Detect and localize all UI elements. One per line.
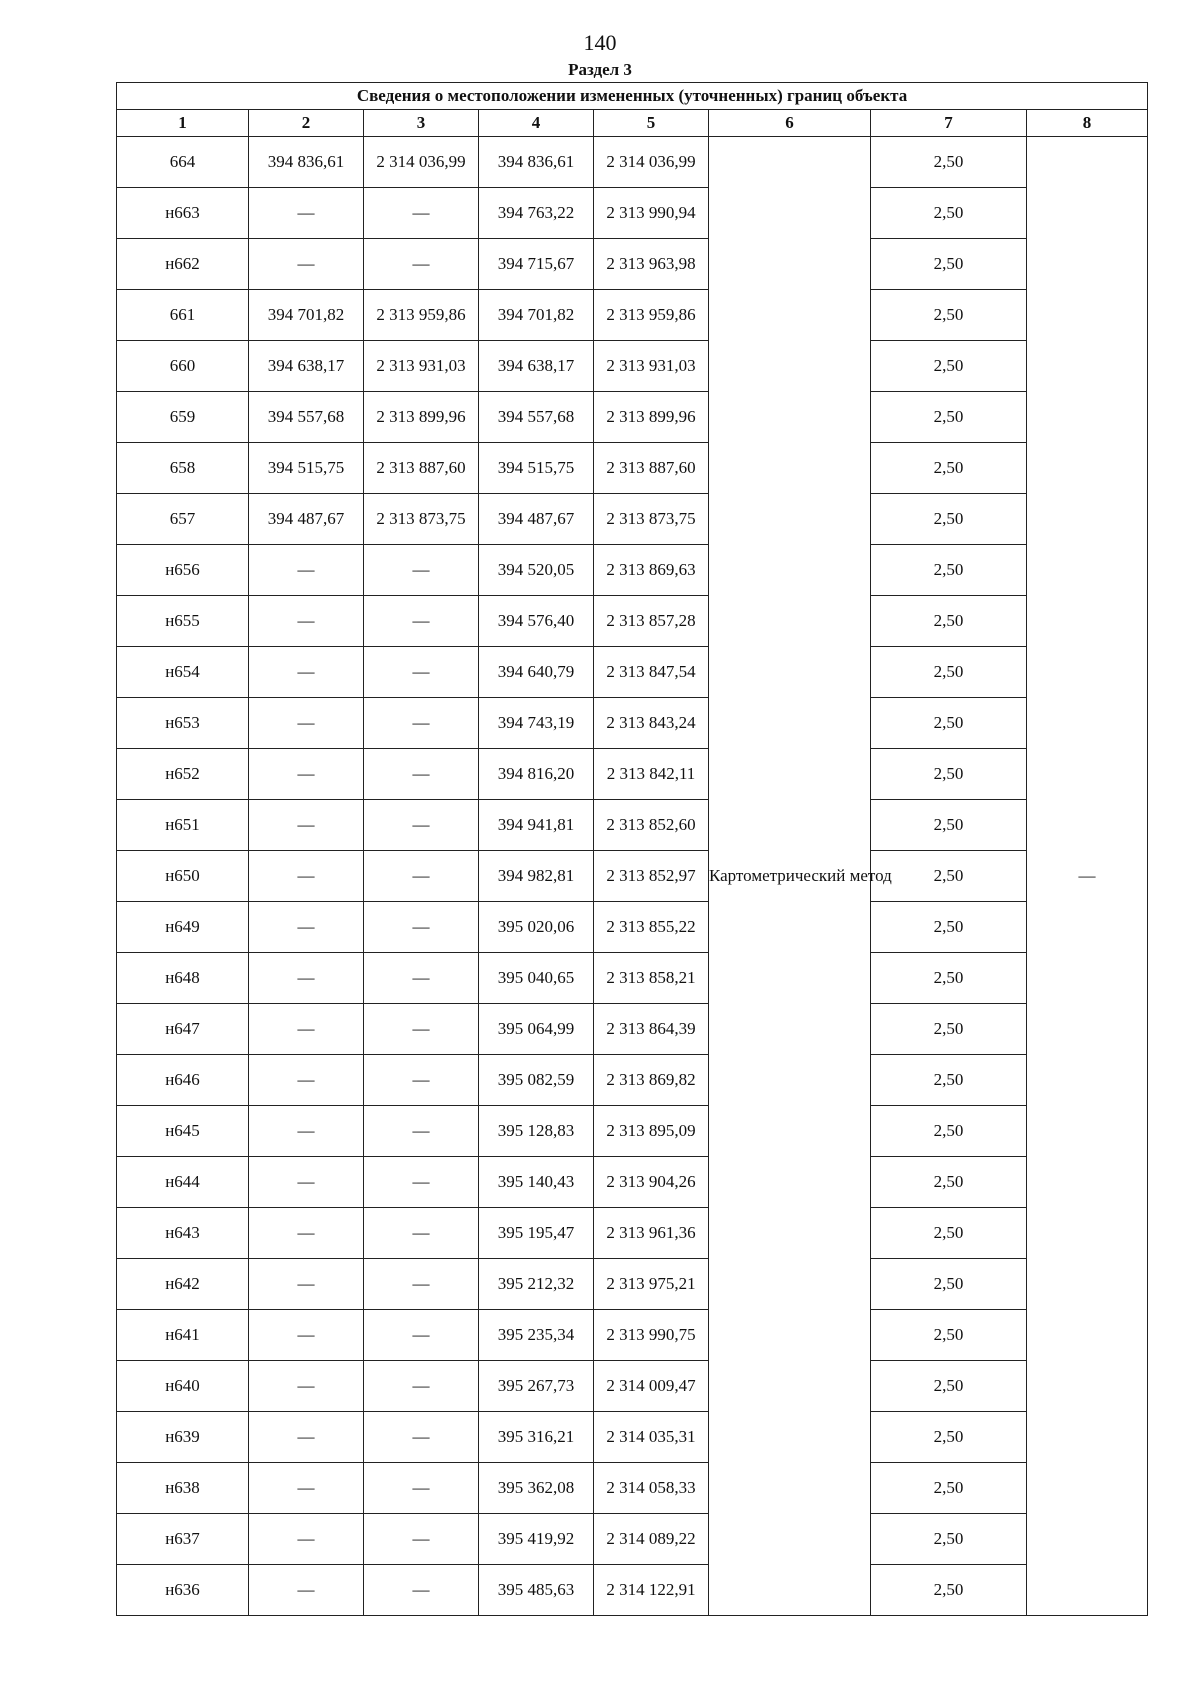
cell-accuracy: 2,50 [871, 1565, 1027, 1616]
cell-y-new: 2 313 959,86 [594, 290, 709, 341]
cell-y-old: — [364, 1259, 479, 1310]
col-number: 3 [364, 110, 479, 137]
cell-point: н638 [117, 1463, 249, 1514]
cell-x-new: 394 743,19 [479, 698, 594, 749]
cell-accuracy: 2,50 [871, 137, 1027, 188]
cell-point: н654 [117, 647, 249, 698]
cell-x-old: — [249, 188, 364, 239]
table-row [117, 290, 1148, 341]
cell-accuracy: 2,50 [871, 647, 1027, 698]
cell-point: н653 [117, 698, 249, 749]
cell-x-old: — [249, 647, 364, 698]
cell-y-old: 2 313 887,60 [364, 443, 479, 494]
cell-y-old: — [364, 1412, 479, 1463]
cell-accuracy: 2,50 [871, 290, 1027, 341]
cell-x-new: 395 128,83 [479, 1106, 594, 1157]
cell-y-old: — [364, 1310, 479, 1361]
cell-y-new: 2 314 122,91 [594, 1565, 709, 1616]
cell-y-old: 2 313 959,86 [364, 290, 479, 341]
cell-point: н656 [117, 545, 249, 596]
table-row [117, 1157, 1148, 1208]
cell-y-new: 2 313 899,96 [594, 392, 709, 443]
cell-x-new: 395 082,59 [479, 1055, 594, 1106]
col-number: 7 [871, 110, 1027, 137]
table-row [117, 953, 1148, 1004]
cell-y-old: — [364, 596, 479, 647]
cell-y-old: — [364, 1565, 479, 1616]
cell-x-old: — [249, 1055, 364, 1106]
cell-x-new: 395 316,21 [479, 1412, 594, 1463]
cell-accuracy: 2,50 [871, 1463, 1027, 1514]
cell-x-new: 394 576,40 [479, 596, 594, 647]
cell-accuracy: 2,50 [871, 188, 1027, 239]
cell-point: н655 [117, 596, 249, 647]
cell-x-old: — [249, 1157, 364, 1208]
cell-y-new: 2 313 869,63 [594, 545, 709, 596]
cell-y-old: — [364, 545, 479, 596]
cell-accuracy: 2,50 [871, 1310, 1027, 1361]
cell-accuracy: 2,50 [871, 1208, 1027, 1259]
cell-x-old: — [249, 902, 364, 953]
section-title: Раздел 3 [568, 60, 632, 79]
cell-accuracy: 2,50 [871, 1259, 1027, 1310]
cell-point: н637 [117, 1514, 249, 1565]
cell-accuracy: 2,50 [871, 596, 1027, 647]
cell-y-new: 2 313 873,75 [594, 494, 709, 545]
cell-accuracy: 2,50 [871, 800, 1027, 851]
cell-y-new: 2 313 842,11 [594, 749, 709, 800]
cell-y-old: — [364, 953, 479, 1004]
boundary-table [116, 82, 1148, 1616]
table-body [117, 137, 1148, 1616]
cell-x-old: — [249, 1106, 364, 1157]
table-row [117, 800, 1148, 851]
col-number: 5 [594, 110, 709, 137]
cell-y-new: 2 313 975,21 [594, 1259, 709, 1310]
cell-x-old: 394 836,61 [249, 137, 364, 188]
cell-point: н662 [117, 239, 249, 290]
table-row [117, 1310, 1148, 1361]
cell-accuracy: 2,50 [871, 239, 1027, 290]
cell-point: н651 [117, 800, 249, 851]
cell-point: н652 [117, 749, 249, 800]
cell-y-old: — [364, 1157, 479, 1208]
cell-x-old: — [249, 1310, 364, 1361]
cell-accuracy: 2,50 [871, 1514, 1027, 1565]
cell-point: 658 [117, 443, 249, 494]
cell-x-new: 394 640,79 [479, 647, 594, 698]
cell-x-old: — [249, 596, 364, 647]
cell-point: 664 [117, 137, 249, 188]
cell-x-new: 394 557,68 [479, 392, 594, 443]
cell-point: н648 [117, 953, 249, 1004]
cell-x-new: 394 982,81 [479, 851, 594, 902]
cell-point: 661 [117, 290, 249, 341]
cell-y-old: — [364, 1463, 479, 1514]
cell-x-new: 394 715,67 [479, 239, 594, 290]
cell-x-new: 394 763,22 [479, 188, 594, 239]
cell-y-new: 2 313 843,24 [594, 698, 709, 749]
table-row [117, 749, 1148, 800]
table-row [117, 1361, 1148, 1412]
cell-y-new: 2 314 009,47 [594, 1361, 709, 1412]
table-caption: Сведения о местоположении измененных (уточненных) границ объекта [117, 83, 1148, 110]
table-row [117, 392, 1148, 443]
cell-x-new: 395 195,47 [479, 1208, 594, 1259]
cell-y-old: 2 313 873,75 [364, 494, 479, 545]
cell-x-old: — [249, 1463, 364, 1514]
cell-x-new: 395 485,63 [479, 1565, 594, 1616]
cell-y-old: — [364, 1106, 479, 1157]
cell-y-old: — [364, 800, 479, 851]
cell-x-old: — [249, 1361, 364, 1412]
table-row [117, 1514, 1148, 1565]
cell-accuracy: 2,50 [871, 545, 1027, 596]
cell-x-old: — [249, 1412, 364, 1463]
table-row [117, 494, 1148, 545]
cell-x-old: — [249, 698, 364, 749]
cell-y-old: 2 313 931,03 [364, 341, 479, 392]
cell-accuracy: 2,50 [871, 494, 1027, 545]
cell-y-old: — [364, 1514, 479, 1565]
table-row [117, 647, 1148, 698]
cell-y-new: 2 313 847,54 [594, 647, 709, 698]
cell-y-old: — [364, 1361, 479, 1412]
cell-accuracy: 2,50 [871, 392, 1027, 443]
cell-y-old: — [364, 647, 479, 698]
page-number: 140 [583, 30, 617, 55]
table-row [117, 137, 1148, 188]
cell-x-new: 394 520,05 [479, 545, 594, 596]
table-row [117, 902, 1148, 953]
col8-cell: — [1027, 137, 1148, 1616]
cell-x-old: — [249, 953, 364, 1004]
cell-x-old: 394 515,75 [249, 443, 364, 494]
cell-x-new: 395 235,34 [479, 1310, 594, 1361]
cell-accuracy: 2,50 [871, 443, 1027, 494]
cell-x-new: 395 362,08 [479, 1463, 594, 1514]
cell-accuracy: 2,50 [871, 698, 1027, 749]
cell-y-new: 2 313 990,94 [594, 188, 709, 239]
col-number: 6 [709, 110, 871, 137]
column-number-row [117, 110, 1148, 137]
cell-point: н643 [117, 1208, 249, 1259]
cell-y-old: — [364, 902, 479, 953]
cell-y-old: 2 314 036,99 [364, 137, 479, 188]
cell-y-new: 2 313 869,82 [594, 1055, 709, 1106]
cell-x-new: 395 020,06 [479, 902, 594, 953]
col-number: 2 [249, 110, 364, 137]
cell-accuracy: 2,50 [871, 953, 1027, 1004]
cell-y-new: 2 314 089,22 [594, 1514, 709, 1565]
cell-x-old: — [249, 1004, 364, 1055]
table-row [117, 851, 1148, 902]
cell-accuracy: 2,50 [871, 341, 1027, 392]
cell-x-new: 395 419,92 [479, 1514, 594, 1565]
table-row [117, 1412, 1148, 1463]
table-row [117, 341, 1148, 392]
cell-accuracy: 2,50 [871, 1412, 1027, 1463]
cell-x-old: 394 557,68 [249, 392, 364, 443]
cell-accuracy: 2,50 [871, 1361, 1027, 1412]
cell-point: н646 [117, 1055, 249, 1106]
cell-y-old: — [364, 1004, 479, 1055]
table-row [117, 596, 1148, 647]
cell-x-new: 394 836,61 [479, 137, 594, 188]
cell-x-old: — [249, 1208, 364, 1259]
cell-y-old: — [364, 1055, 479, 1106]
cell-x-new: 394 487,67 [479, 494, 594, 545]
table-row [117, 1208, 1148, 1259]
method-cell: Картометрический метод [709, 137, 871, 1616]
cell-point: н650 [117, 851, 249, 902]
cell-y-new: 2 314 036,99 [594, 137, 709, 188]
cell-point: н642 [117, 1259, 249, 1310]
table-row [117, 443, 1148, 494]
cell-x-new: 394 515,75 [479, 443, 594, 494]
cell-y-new: 2 314 058,33 [594, 1463, 709, 1514]
cell-x-new: 394 941,81 [479, 800, 594, 851]
cell-x-new: 395 064,99 [479, 1004, 594, 1055]
cell-x-old: — [249, 239, 364, 290]
cell-x-old: — [249, 1259, 364, 1310]
cell-accuracy: 2,50 [871, 1157, 1027, 1208]
cell-point: н663 [117, 188, 249, 239]
cell-x-new: 395 040,65 [479, 953, 594, 1004]
cell-y-new: 2 313 895,09 [594, 1106, 709, 1157]
cell-x-old: — [249, 749, 364, 800]
cell-y-new: 2 314 035,31 [594, 1412, 709, 1463]
cell-x-old: 394 701,82 [249, 290, 364, 341]
cell-y-old: — [364, 749, 479, 800]
cell-point: 660 [117, 341, 249, 392]
cell-point: н645 [117, 1106, 249, 1157]
table-row [117, 239, 1148, 290]
col-number: 8 [1027, 110, 1148, 137]
table-row [117, 188, 1148, 239]
cell-x-old: — [249, 545, 364, 596]
cell-y-new: 2 313 857,28 [594, 596, 709, 647]
cell-x-new: 395 212,32 [479, 1259, 594, 1310]
cell-point: 657 [117, 494, 249, 545]
cell-y-old: — [364, 188, 479, 239]
cell-point: н640 [117, 1361, 249, 1412]
cell-y-new: 2 313 887,60 [594, 443, 709, 494]
cell-point: н644 [117, 1157, 249, 1208]
cell-y-new: 2 313 931,03 [594, 341, 709, 392]
cell-accuracy: 2,50 [871, 902, 1027, 953]
table-row [117, 1259, 1148, 1310]
cell-y-new: 2 313 852,97 [594, 851, 709, 902]
cell-y-new: 2 313 855,22 [594, 902, 709, 953]
table-row [117, 1004, 1148, 1055]
table-row [117, 545, 1148, 596]
cell-y-new: 2 313 858,21 [594, 953, 709, 1004]
cell-accuracy: 2,50 [871, 1004, 1027, 1055]
cell-accuracy: 2,50 [871, 1055, 1027, 1106]
cell-y-old: — [364, 239, 479, 290]
cell-accuracy: 2,50 [871, 1106, 1027, 1157]
cell-y-new: 2 313 904,26 [594, 1157, 709, 1208]
cell-y-new: 2 313 963,98 [594, 239, 709, 290]
cell-x-new: 395 267,73 [479, 1361, 594, 1412]
cell-x-old: 394 487,67 [249, 494, 364, 545]
cell-x-old: — [249, 1514, 364, 1565]
cell-accuracy: 2,50 [871, 851, 1027, 902]
cell-x-old: — [249, 851, 364, 902]
table-row [117, 698, 1148, 749]
cell-x-old: 394 638,17 [249, 341, 364, 392]
cell-point: н641 [117, 1310, 249, 1361]
cell-point: н647 [117, 1004, 249, 1055]
cell-y-old: — [364, 851, 479, 902]
cell-point: н636 [117, 1565, 249, 1616]
cell-point: 659 [117, 392, 249, 443]
cell-x-new: 394 816,20 [479, 749, 594, 800]
cell-y-new: 2 313 852,60 [594, 800, 709, 851]
cell-x-new: 395 140,43 [479, 1157, 594, 1208]
col-number: 1 [117, 110, 249, 137]
cell-y-new: 2 313 864,39 [594, 1004, 709, 1055]
cell-y-old: — [364, 698, 479, 749]
cell-x-old: — [249, 1565, 364, 1616]
cell-x-new: 394 701,82 [479, 290, 594, 341]
table-row [117, 1055, 1148, 1106]
cell-point: н649 [117, 902, 249, 953]
cell-point: н639 [117, 1412, 249, 1463]
cell-y-new: 2 313 990,75 [594, 1310, 709, 1361]
cell-x-new: 394 638,17 [479, 341, 594, 392]
cell-accuracy: 2,50 [871, 749, 1027, 800]
cell-y-old: — [364, 1208, 479, 1259]
cell-x-old: — [249, 800, 364, 851]
table-row [117, 1565, 1148, 1616]
col-number: 4 [479, 110, 594, 137]
cell-y-old: 2 313 899,96 [364, 392, 479, 443]
cell-y-new: 2 313 961,36 [594, 1208, 709, 1259]
table-row [117, 1106, 1148, 1157]
table-row [117, 1463, 1148, 1514]
